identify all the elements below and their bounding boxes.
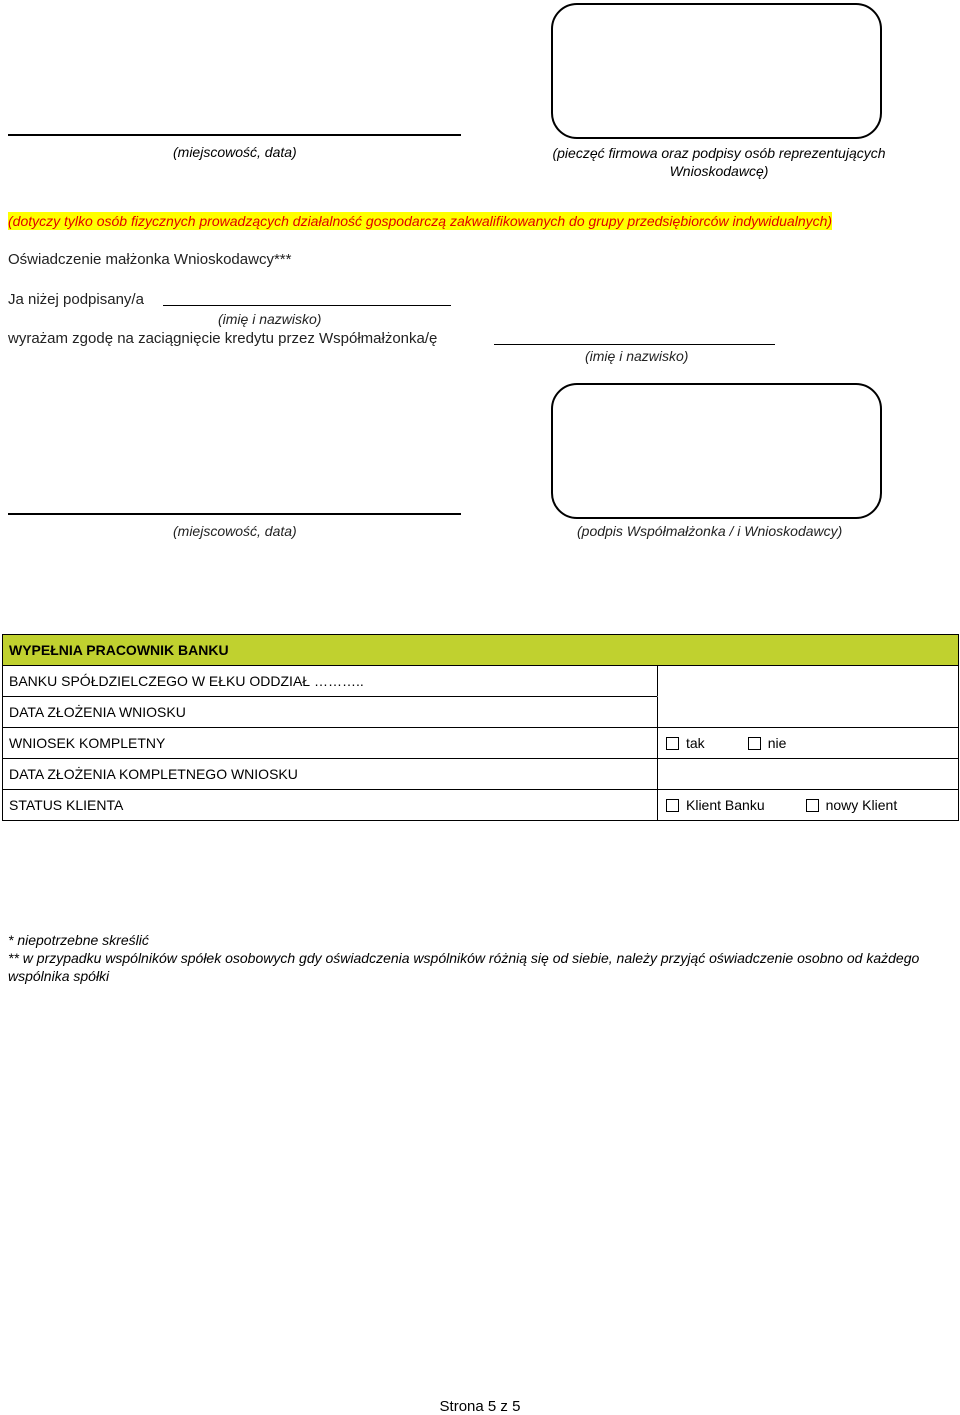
- place-date-label: (miejscowość, data): [173, 144, 297, 160]
- undersigned-name-line[interactable]: [163, 305, 451, 306]
- applies-note-text: (dotyczy tylko osób fizycznych prowadzących działalność gospodarczą zakwalifikowanych do grupy przedsiębiorców indywidualnych): [8, 213, 833, 229]
- stamp-box: [551, 3, 882, 139]
- no-checkbox[interactable]: [748, 737, 761, 750]
- complete-date-label: DATA ZŁOŻENIA KOMPLETNEGO WNIOSKU: [9, 766, 298, 782]
- submission-date-cell[interactable]: [657, 696, 958, 727]
- place-date-line-2: [8, 513, 461, 515]
- table-row: [3, 696, 958, 727]
- name-hint-1: (imię i nazwisko): [218, 311, 322, 327]
- signature-box: [551, 383, 882, 519]
- place-date-line: [8, 134, 461, 136]
- page-number: Strona 5 z 5: [439, 1398, 521, 1415]
- no-label: nie: [767, 735, 787, 751]
- new-client-checkbox[interactable]: [806, 799, 819, 812]
- table-row: [3, 727, 958, 758]
- table-row: [3, 665, 958, 696]
- yes-label: tak: [686, 735, 705, 751]
- spouse-statement-title: Oświadczenie małżonka Wnioskodawcy***: [8, 251, 292, 268]
- spouse-name-line[interactable]: [494, 344, 775, 345]
- new-client-label: nowy Klient: [825, 797, 898, 813]
- applies-note: [8, 213, 832, 229]
- place-date-label-2: (miejscowość, data): [173, 523, 297, 539]
- bank-client-label: Klient Banku: [686, 797, 765, 813]
- footnote-1: * niepotrzebne skreślić: [8, 932, 149, 948]
- branch-label: BANKU SPÓŁDZIELCZEGO W EŁKU ODDZIAŁ ………..: [9, 673, 364, 689]
- undersigned-prefix: Ja niżej podpisany/a: [8, 291, 144, 308]
- bank-employee-table: [2, 634, 959, 821]
- table-row: [3, 789, 958, 820]
- table-header: WYPEŁNIA PRACOWNIK BANKU: [9, 642, 229, 658]
- consent-text: wyrażam zgodę na zaciągnięcie kredytu przez Współmałżonka/ę: [8, 330, 438, 347]
- bank-client-checkbox[interactable]: [666, 799, 679, 812]
- table-row: [3, 758, 958, 789]
- stamp-label: (pieczęć firmowa oraz podpisy osób reprezentujących Wnioskodawcę): [552, 145, 886, 179]
- complete-date-cell[interactable]: [657, 759, 958, 789]
- table-header-row: [3, 635, 958, 665]
- option-yes[interactable]: [666, 735, 705, 751]
- footnote-2: ** w przypadku wspólników spółek osobowych gdy oświadczenia wspólników różnią się od siebie, należy przyjąć oświadczenie osobno od każdego wspólnika spółki: [8, 950, 920, 984]
- complete-label: WNIOSEK KOMPLETNY: [9, 735, 166, 751]
- complete-options-cell: [657, 728, 958, 758]
- client-status-options-cell: [657, 790, 958, 820]
- submission-date-label: DATA ZŁOŻENIA WNIOSKU: [9, 704, 186, 720]
- option-no[interactable]: [748, 735, 787, 751]
- option-new-client[interactable]: [806, 797, 898, 813]
- name-hint-2: (imię i nazwisko): [585, 348, 689, 364]
- yes-checkbox[interactable]: [666, 737, 679, 750]
- option-bank-client[interactable]: [666, 797, 765, 813]
- signature-label: (podpis Współmałżonka / i Wnioskodawcy): [577, 523, 843, 539]
- branch-value-cell[interactable]: [657, 666, 958, 696]
- client-status-label: STATUS KLIENTA: [9, 797, 124, 813]
